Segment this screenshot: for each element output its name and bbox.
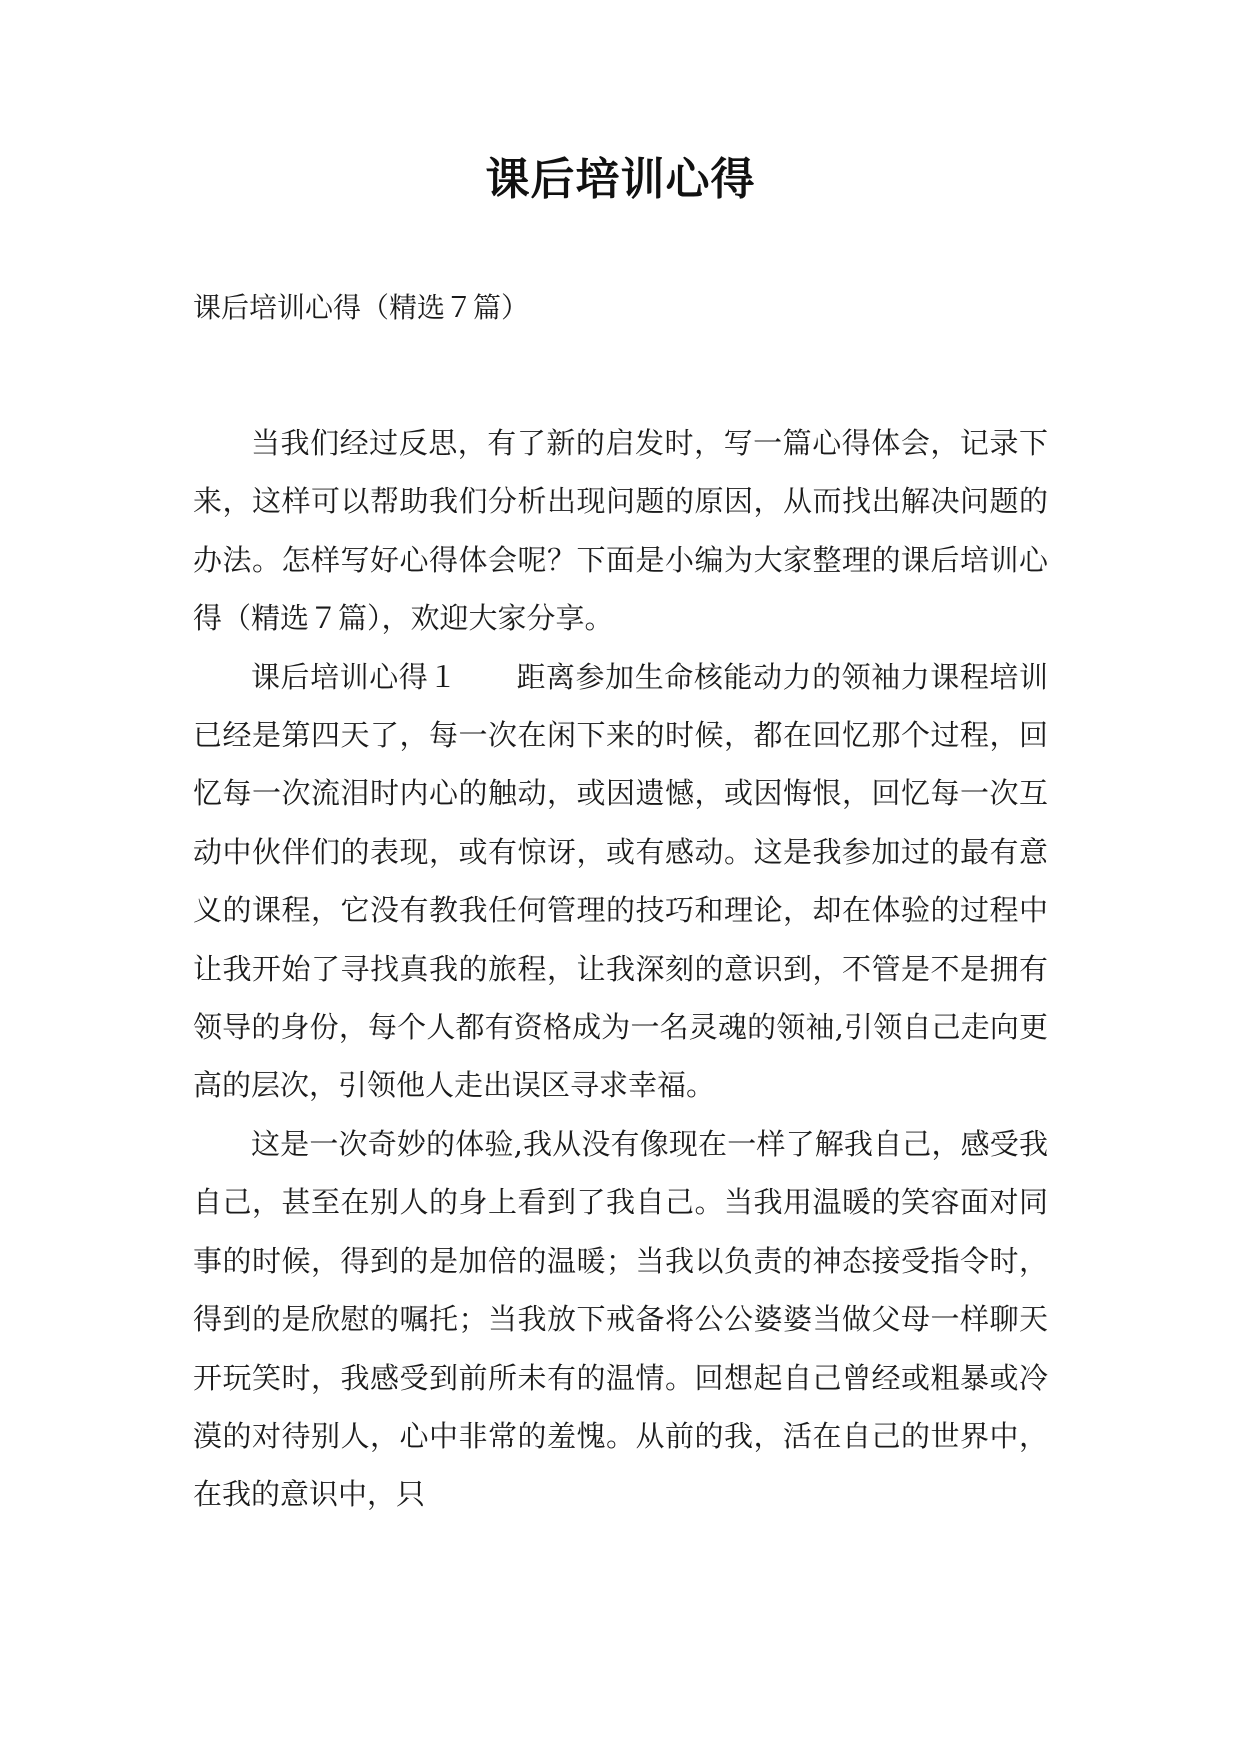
document-subtitle: 课后培训心得（精选７篇） (193, 291, 530, 324)
paragraph-intro (193, 414, 1048, 648)
paragraph-text: 这是一次奇妙的体验,我从没有像现在一样了解我自己，感受我自己，甚至在别人的身上看到了我自己。当我用温暖的笑容面对同事的时候，得到的是加倍的温暖；当我以负责的神态接受指令时，得到的是欣慰的嘱托；当我放下戒备将公公婆婆当做父母一样聊天开玩笑时，我感受到前所未有的温情。回想起自己曾经或粗暴或冷漠的对待别人，心中非常的羞愧。从前的我，活在自己的世界中，在我的意识中，只 (193, 1126, 1048, 1512)
paragraph-text: 当我们经过反思，有了新的启发时，写一篇心得体会，记录下来，这样可以帮助我们分析出现问题的原因，从而找出解决问题的办法。怎样写好心得体会呢？下面是小编为大家整理的课后培训心得（精选７篇），欢迎大家分享。 (193, 426, 1048, 636)
section-heading: 课后培训心得１ (251, 659, 458, 694)
document-body (193, 414, 1048, 1524)
paragraph-section-1 (193, 648, 1048, 1115)
paragraph-text: 距离参加生命核能动力的领袖力课程培训已经是第四天了，每一次在闲下来的时候，都在回忆那个过程，回忆每一次流泪时内心的触动，或因遗憾，或因悔恨，回忆每一次互动中伙伴们的表现，或有惊讶，或有感动。这是我参加过的最有意义的课程，它没有教我任何管理的技巧和理论，却在体验的过程中让我开始了寻找真我的旅程，让我深刻的意识到，不管是不是拥有领导的身份，每个人都有资格成为一名灵魂的领袖,引领自己走向更高的层次，引领他人走出误区寻求幸福。 (193, 659, 1048, 1103)
paragraph-continuation (193, 1115, 1048, 1524)
document-title: 课后培训心得 (485, 154, 756, 205)
